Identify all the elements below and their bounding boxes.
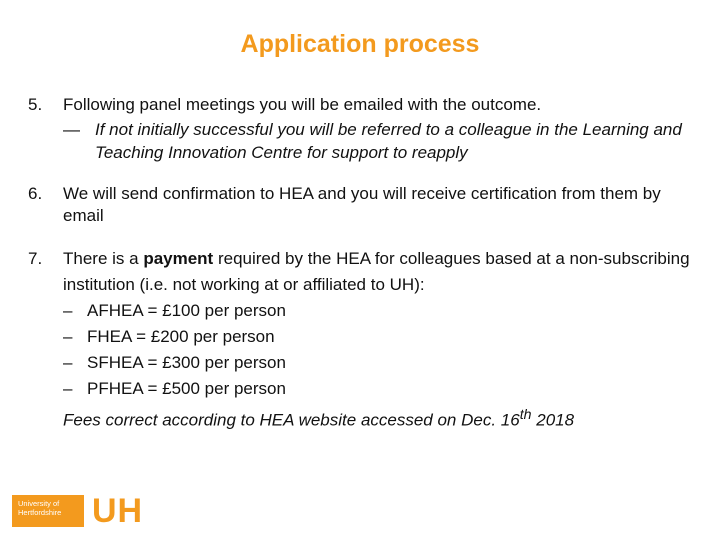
- fee-dash: –: [63, 301, 73, 320]
- fees-note: [63, 402, 698, 434]
- item-text-bold: payment: [143, 249, 214, 268]
- fee-text: SFHEA = £300 per person: [87, 353, 286, 372]
- logo-line1: University of: [18, 499, 60, 508]
- item-text: Following panel meetings you will be emailed with the outcome.: [63, 95, 542, 114]
- list-item-7: [28, 246, 698, 434]
- fee-text: FHEA = £200 per person: [87, 327, 275, 346]
- sub-dash: —: [63, 120, 80, 139]
- fee-row-afhea: [63, 298, 698, 324]
- item-number: 5.: [28, 95, 43, 114]
- logo-mark: UH: [92, 492, 144, 530]
- fee-row-sfhea: [63, 350, 698, 376]
- university-logo: [12, 492, 144, 530]
- slide-content: [28, 92, 698, 434]
- list-item-5: [28, 92, 698, 164]
- item-number: 6.: [28, 184, 43, 203]
- fees-note-year: 2018: [531, 410, 575, 430]
- fees-note-text: Fees correct according to HEA website accessed on Dec. 16: [63, 410, 520, 430]
- item-text-part: required by the HEA for colleagues based at a non-subscribing institution (i.e. not working at or affiliated to UH):: [63, 249, 690, 294]
- item-text: [63, 246, 698, 298]
- item-number: 7.: [28, 249, 43, 268]
- logo-wordmark: [12, 495, 84, 527]
- sub-item-text: If not initially successful you will be referred to a colleague in the Learning and Teaching Innovation Centre for support to reapply: [95, 120, 682, 162]
- list-item-6: [28, 183, 698, 227]
- fee-dash: –: [63, 379, 73, 398]
- sub-item: [63, 118, 698, 164]
- fee-row-fhea: [63, 324, 698, 350]
- logo-line2: Hertfordshire: [18, 508, 62, 517]
- item-text-part: There is a: [63, 249, 144, 268]
- slide-title: Application process: [240, 30, 480, 58]
- fee-text: PFHEA = £500 per person: [87, 379, 286, 398]
- fee-text: AFHEA = £100 per person: [87, 301, 286, 320]
- fee-dash: –: [63, 327, 73, 346]
- fee-row-pfhea: [63, 376, 698, 402]
- fees-note-sup: th: [519, 407, 532, 423]
- fee-dash: –: [63, 353, 73, 372]
- item-text: We will send confirmation to HEA and you will receive certification from them by email: [63, 184, 661, 225]
